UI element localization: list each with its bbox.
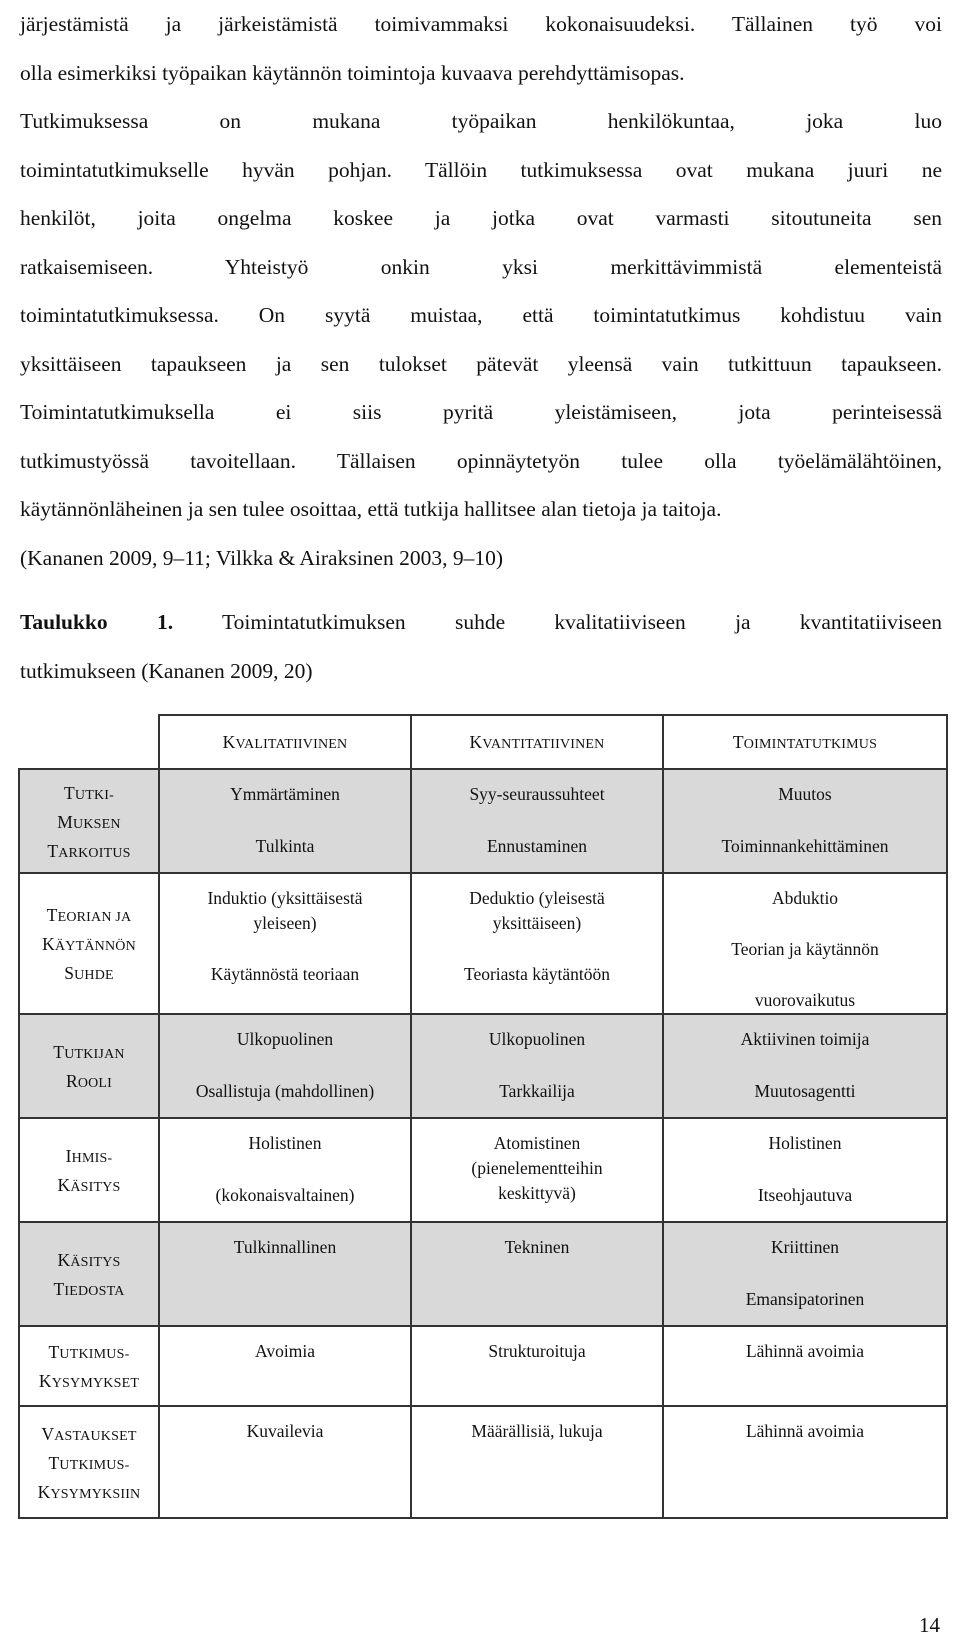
paragraph-line: henkilöt, joita ongelma koskee ja jotka ovat varmasti sitoutuneita sen (20, 206, 942, 230)
cell-text: (kokonaisvaltainen) (215, 1185, 355, 1205)
table-cell (159, 1118, 411, 1222)
table-cell (663, 1014, 947, 1118)
row-header-line: IHMIS- (65, 1146, 113, 1166)
cell-text: Lähinnä avoimia (745, 1421, 865, 1441)
table-cell (663, 1326, 947, 1406)
table-cell (663, 1222, 947, 1326)
row-header (19, 1326, 159, 1406)
row-header (19, 873, 159, 1014)
comparison-table (18, 714, 948, 1519)
cell-text: Tarkkailija (499, 1081, 575, 1101)
cell-text: Käytännöstä teoriaan (210, 964, 360, 984)
table-row (19, 1406, 947, 1518)
row-header-line: TUTKI- (64, 782, 114, 803)
row-header-line: TIEDOSTA (53, 1279, 125, 1299)
row-header-line: KÄSITYS (57, 1250, 121, 1270)
row-header (19, 1222, 159, 1326)
row-header-line: KÄYTÄNNÖN (42, 934, 136, 954)
paragraph-line: järjestämistä ja järkeistämistä toimivammaksi kokonaisuudeksi. Tällainen työ voi (20, 12, 942, 36)
row-header (19, 1014, 159, 1118)
cell-text: Avoimia (255, 1341, 315, 1361)
cell-text: Ennustaminen (486, 836, 588, 856)
table-cell (411, 1222, 663, 1326)
caption-label: Taulukko 1. (20, 610, 174, 634)
table-cell (663, 1406, 947, 1518)
cell-text: Osallistuja (mahdollinen) (195, 1081, 375, 1101)
table-cell (159, 1014, 411, 1118)
row-header-line: KYSYMYKSIIN (37, 1481, 141, 1502)
paragraph-line: toimintatutkimukselle hyvän pohjan. Tällöin tutkimuksessa ovat mukana juuri ne (20, 157, 942, 182)
row-header-line: ROOLI (65, 1071, 113, 1091)
cell-text: Ulkopuolinen (488, 1029, 586, 1049)
cell-text: (pienelementteihin (471, 1158, 603, 1178)
body-paragraph (20, 0, 942, 582)
cell-text: Emansipatorinen (745, 1289, 865, 1309)
cell-text: vuorovaikutus (754, 990, 856, 1010)
header-kvalitatiivinen: KVALITATIIVINEN (159, 715, 411, 769)
paragraph-line: yksittäiseen tapaukseen ja sen tulokset pätevät yleensä vain tutkittuun tapaukseen. (20, 351, 942, 376)
paragraph-line: olla esimerkiksi työpaikan käytännön toimintoja kuvaava perehdyttämisopas. (20, 60, 685, 85)
table-cell (663, 1118, 947, 1222)
table-cell (411, 873, 663, 1014)
cell-text: Ulkopuolinen (236, 1029, 334, 1049)
table-header-row (19, 715, 947, 769)
row-header-line: KÄSITYS (57, 1175, 121, 1195)
cell-text: Atomistinen (493, 1133, 581, 1153)
paragraph-line: Toimintatutkimuksella ei siis pyritä yleistämiseen, jota perinteisessä (20, 400, 942, 424)
cell-text: Teorian ja käytännön (731, 939, 879, 959)
page-number: 14 (919, 1613, 940, 1637)
table-cell (159, 1222, 411, 1326)
cell-text: Holistinen (248, 1133, 322, 1153)
row-header-line: SUHDE (64, 963, 114, 983)
cell-text: Lähinnä avoimia (745, 1341, 865, 1361)
caption-line-2: tutkimukseen (Kananen 2009, 20) (20, 658, 313, 683)
cell-text: yleiseen) (253, 913, 317, 933)
row-header-line: TARKOITUS (47, 840, 131, 861)
row-header-line: VASTAUKSET (41, 1423, 137, 1444)
cell-text: Tekninen (504, 1237, 570, 1257)
paragraph-line: ratkaisemiseen. Yhteistyö onkin yksi merkittävimmistä elementeistä (20, 254, 942, 279)
row-header (19, 1118, 159, 1222)
row-header-line: TUTKIMUS- (48, 1342, 130, 1362)
table-cell (411, 769, 663, 873)
caption-title: Toimintatutkimuksen suhde kvalitatiiviseen ja kvantitatiiviseen (222, 610, 942, 634)
table-cell (159, 1406, 411, 1518)
cell-text: Teoriasta käytäntöön (463, 964, 610, 984)
cell-text: Syy-seuraussuhteet (469, 784, 605, 804)
table-row (19, 1326, 947, 1406)
cell-text: Kriittinen (770, 1237, 840, 1257)
caption-line-1 (20, 598, 942, 647)
cell-text: Deduktio (yleisestä (469, 888, 605, 908)
cell-text: Muutosagentti (754, 1081, 856, 1101)
table-cell (411, 1326, 663, 1406)
table-row (19, 1014, 947, 1118)
table-cell (411, 1014, 663, 1118)
cell-text: Strukturoituja (488, 1341, 586, 1361)
cell-text: Holistinen (768, 1133, 842, 1153)
row-header-line: MUKSEN (57, 811, 121, 832)
cell-text: Määrällisiä, lukuja (471, 1421, 603, 1441)
paragraph-line: tutkimustyössä tavoitellaan. Tällaisen opinnäytetyön tulee olla työelämälähtöinen, (20, 448, 942, 473)
cell-text: Kuvailevia (246, 1421, 324, 1441)
row-header (19, 1406, 159, 1518)
cell-text: yksittäiseen) (492, 913, 582, 933)
cell-text: Itseohjautuva (757, 1185, 853, 1205)
header-toimintatutkimus: TOIMINTATUTKIMUS (663, 715, 947, 769)
paragraph-line: Tutkimuksessa on mukana työpaikan henkilökuntaa, joka luo (20, 109, 942, 133)
table-row (19, 769, 947, 873)
table-cell (663, 873, 947, 1014)
cell-text: Induktio (yksittäisestä (207, 888, 363, 908)
cell-text: Muutos (778, 784, 832, 804)
paragraph-line: käytännönläheinen ja sen tulee osoittaa, että tutkija hallitsee alan tietoja ja taitoja. (20, 497, 722, 521)
cell-text: Tulkinnallinen (233, 1237, 337, 1257)
table-cell (159, 769, 411, 873)
paragraph-line: (Kananen 2009, 9‒11; Vilkka & Airaksinen 2003, 9‒10) (20, 545, 503, 570)
table-corner (19, 715, 159, 769)
header-kvantitatiivinen: KVANTITATIIVINEN (411, 715, 663, 769)
cell-text: Toiminnankehittäminen (721, 836, 889, 856)
row-header-line: KYSYMYKSET (38, 1371, 140, 1391)
cell-text: Tulkinta (255, 836, 315, 856)
table-cell (411, 1118, 663, 1222)
table-row (19, 1222, 947, 1326)
table-cell (159, 873, 411, 1014)
cell-text: Abduktio (771, 888, 839, 908)
table-row (19, 1118, 947, 1222)
table-cell (159, 1326, 411, 1406)
row-header-line: TUTKIMUS- (48, 1452, 130, 1473)
table-cell (411, 1406, 663, 1518)
table-row (19, 873, 947, 1014)
table-cell (663, 769, 947, 873)
row-header-line: TEORIAN JA (46, 905, 132, 925)
paragraph-line: toimintatutkimuksessa. On syytä muistaa, että toimintatutkimus kohdistuu vain (20, 303, 942, 327)
table-caption (20, 598, 942, 695)
cell-text: keskittyvä) (498, 1183, 576, 1203)
cell-text: Ymmärtäminen (230, 784, 340, 804)
row-header (19, 769, 159, 873)
cell-text: Aktiivinen toimija (740, 1029, 870, 1049)
row-header-line: TUTKIJAN (53, 1042, 125, 1062)
